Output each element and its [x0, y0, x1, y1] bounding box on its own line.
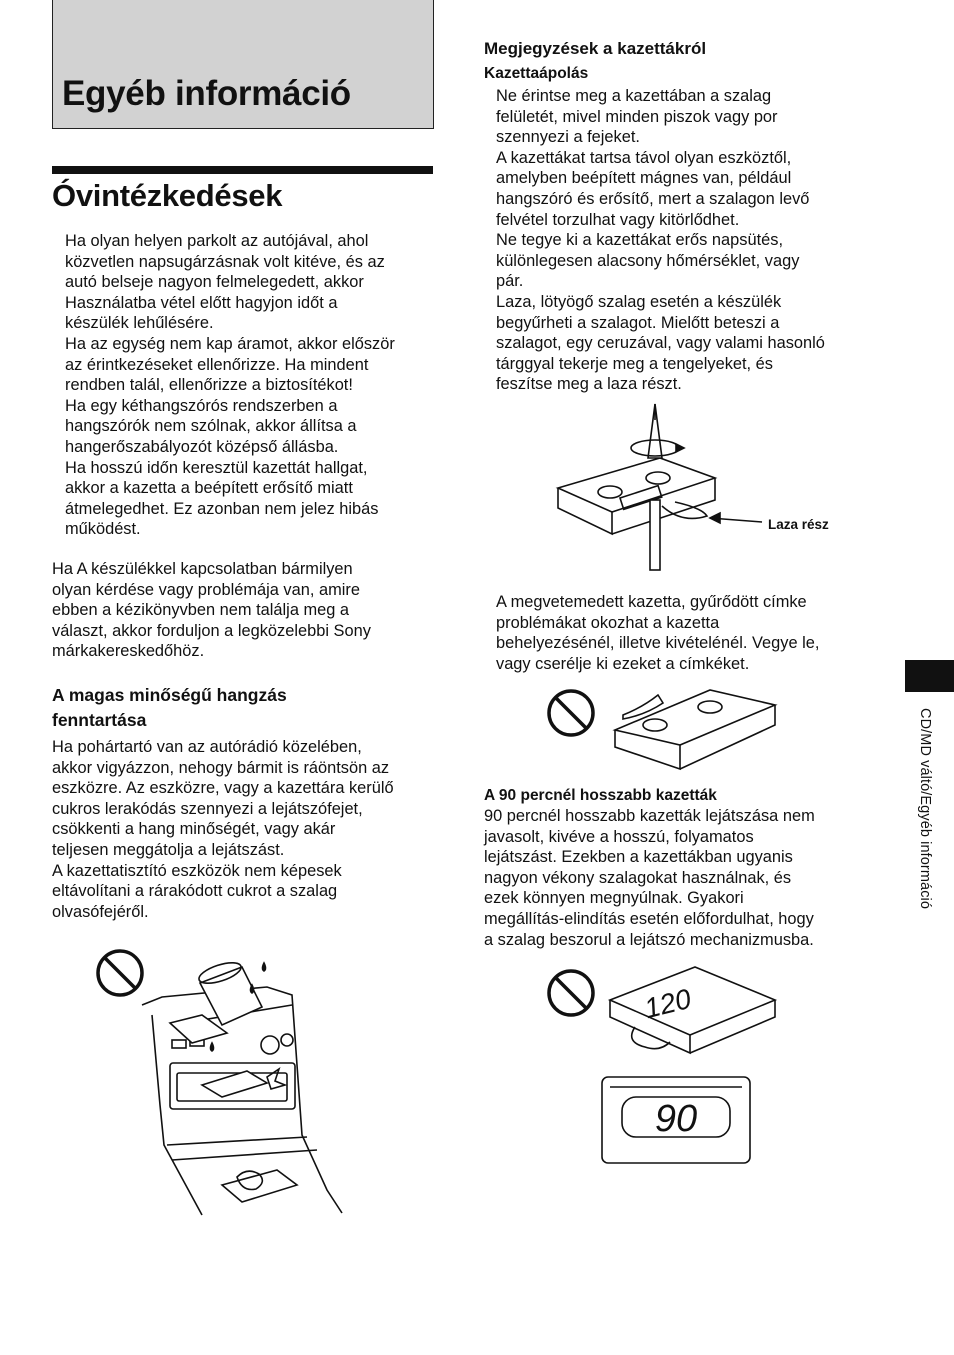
text-line: az érintkezéseket ellenőrizze. Ha mindent	[65, 355, 369, 374]
slack-tape-illustration	[550, 400, 850, 578]
text-line: olyan kérdése vagy problémája van, amire	[52, 580, 360, 599]
text-line: szalagot, egy ceruzával, vagy valami hasonló	[496, 334, 825, 353]
text-line: autó belseje nagyon felmelegedett, akkor	[65, 273, 364, 292]
section-rule	[52, 166, 433, 174]
text-line: ebben a kézikönyvben nem találja meg a	[52, 601, 350, 620]
text-line: Ha olyan helyen parkolt az autójával, ahol	[65, 232, 369, 250]
text-line: szennyezi a fejeket.	[496, 128, 640, 147]
text-line: A kazettatisztító eszközök nem képesek	[52, 861, 342, 880]
text-line: Ha A készülékkel kapcsolatban bármilyen	[52, 560, 353, 578]
cassette-90-label: 90	[654, 1098, 698, 1140]
text-line: Ha egy kéthangszórós rendszerben a	[65, 396, 338, 415]
long-cassette-illustration	[545, 965, 785, 1167]
text-line: hangerőszabályozót középső állásba.	[65, 437, 339, 456]
section-title-cassettes: Megjegyzések a kazettákról	[484, 39, 707, 58]
text-line: rendben talál, ellenőrizze a biztosítékot!	[65, 376, 353, 395]
text-line: nagyon vékony szalagokat használnak, és	[484, 868, 792, 887]
text-line: Ha az egység nem kap áramot, akkor először	[65, 334, 395, 353]
warped-cassette-illustration	[545, 685, 785, 775]
text-line: ezek könnyen megnyúlnak. Gyakori	[484, 889, 744, 908]
label-block	[496, 592, 868, 674]
text-line: márkakereskedőhöz.	[52, 642, 205, 661]
long-cassette-heading: A 90 percnél hosszabb kazetták	[484, 787, 717, 804]
text-line: pár.	[496, 272, 524, 291]
cassette-120-label: 120	[641, 982, 695, 1025]
text-line: Ha pohártartó van az autórádió közelében,	[52, 738, 362, 756]
text-line: felületét, mivel minden piszok vagy por	[496, 107, 778, 126]
text-line: különlegesen alacsony hőmérséklet, vagy	[496, 251, 800, 270]
text-line: eltávolítani a rárakódott cukrot a szalag	[52, 882, 338, 901]
text-line: begyűrheti a szalagot. Mielőtt beteszi a	[496, 313, 780, 332]
care-block	[496, 86, 868, 395]
text-line: csökkenti a hang minőségét, vagy akár	[52, 820, 336, 839]
text-line: amelyben beépített mágnes van, például	[496, 169, 792, 188]
text-line: Ne tegye ki a kazettákat erős napsütés,	[496, 231, 783, 250]
text-line: vagy cserélje ki ezeket a címkéket.	[496, 654, 750, 673]
side-tab-marker	[905, 660, 954, 692]
long-cassette-block	[484, 806, 869, 950]
text-line: megállítás-elindítás esetén előfordulhat, hogy	[484, 909, 814, 928]
chapter-title: Egyéb információ	[62, 74, 351, 113]
chapter-title-box	[52, 0, 434, 129]
text-line: teljesen meggátolja a lejátszást.	[52, 840, 285, 859]
text-line: feszítse meg a laza részt.	[496, 375, 682, 394]
heading-line: A magas minőségű hangzás	[52, 685, 287, 705]
text-line: javasolt, kivéve a hosszú, folyamatos	[484, 827, 754, 846]
text-line: közvetlen napsugárzásnak volt kitéve, és az	[65, 252, 385, 271]
heading-line: fenntartása	[52, 710, 147, 730]
text-line: 90 percnél hosszabb kazetták lejátszása nem	[484, 807, 815, 825]
text-line: működést.	[65, 520, 141, 539]
slack-label: Laza rész	[768, 517, 829, 532]
text-line: behelyezésénél, illetve kivételénél. Vegye le,	[496, 634, 820, 653]
text-line: olvasófejéről.	[52, 902, 149, 921]
text-line: A kazettákat tartsa távol olyan eszköztől,	[496, 148, 792, 167]
text-line: tárggyal tekerje meg a tengelyeket, és	[496, 354, 773, 373]
text-line: választ, akkor forduljon a legközelebbi Sony	[52, 621, 371, 640]
text-line: Használatba vétel előtt hagyjon időt a	[65, 293, 338, 312]
text-line: átmelegedhet. Ez azonban nem jelez hibás	[65, 499, 379, 518]
text-line: cukros lerakódás szennyezi a lejátszófejet,	[52, 799, 363, 818]
text-line: lejátszást. Ezekben a kazettákban ugyanis	[484, 848, 793, 867]
text-line: problémákat okozhat a kazetta	[496, 613, 720, 632]
sound-block	[52, 737, 437, 922]
text-line: Ha hosszú időn keresztül kazettát hallgat,	[65, 458, 368, 477]
text-line: készülék lehűlésére.	[65, 314, 214, 333]
text-line: eszközre. Az eszközre, vagy a kazettára kerülő	[52, 779, 394, 798]
text-line: felvétel torzulhat vagy kitörlődhet.	[496, 210, 740, 229]
section-title-precautions: Óvintézkedések	[52, 178, 283, 213]
care-heading: Kazettaápolás	[484, 65, 589, 82]
text-line: hangszórók nem szólnak, akkor állítsa a	[65, 417, 357, 436]
precautions-block	[65, 231, 437, 540]
spill-illustration	[92, 945, 344, 1217]
text-line: Ne érintse meg a kazettában a szalag	[496, 87, 772, 105]
text-line: akkor vigyázzon, nehogy bármit is ráöntsön az	[52, 758, 390, 777]
sound-heading	[52, 683, 437, 733]
text-line: Laza, lötyögő szalag esetén a készülék	[496, 292, 782, 311]
side-section-label: CD/MD váltó/Egyéb információ	[917, 708, 933, 910]
text-line: hangszóró és erősítő, mert a szalagon levő	[496, 189, 810, 208]
text-line: a szalag beszorul a lejátszó mechanizmusba.	[484, 930, 814, 949]
text-line: A megvetemedett kazetta, gyűrődött címke	[496, 593, 807, 611]
contact-block	[52, 559, 437, 662]
text-line: akkor a kazetta a beépített erősítő miatt	[65, 479, 353, 498]
